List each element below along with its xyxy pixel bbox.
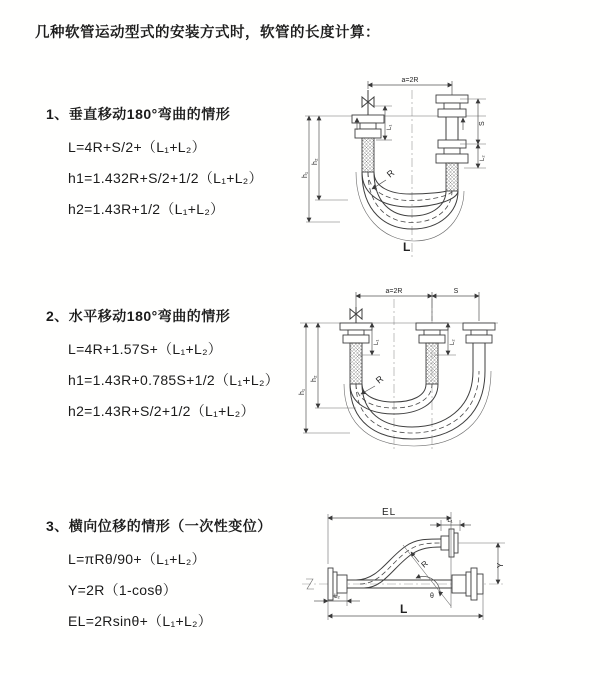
formula-3-L: L=πRθ/90+（L₁+L₂） — [68, 551, 206, 567]
angle-label-theta: θ — [430, 593, 434, 600]
formula-3-EL: EL=2Rsinθ+（L₁+L₂） — [68, 613, 213, 629]
formula-3-Y: Y=2R（1-cosθ） — [68, 582, 178, 598]
dim-el — [328, 507, 451, 564]
section-1-heading: 1、垂直移动180°弯曲的情形 — [46, 106, 231, 122]
left-flange — [340, 323, 372, 384]
dim-label-el: EL — [382, 507, 397, 518]
dim-label-h1: h₁ — [302, 171, 309, 178]
dim-L — [328, 594, 483, 620]
formula-1-L: L=4R+S/2+（L₁+L₂） — [68, 139, 206, 155]
right-flange — [463, 323, 495, 371]
dim-label-l1: L₁ — [447, 518, 453, 524]
dim-label-l2: L₂ — [480, 155, 486, 161]
formula-2-L: L=4R+1.57S+（L₁+L₂） — [68, 341, 223, 357]
diagram-2-svg — [298, 283, 593, 463]
hose-position-2 — [350, 371, 485, 439]
left-hose-braid — [350, 343, 362, 384]
dim-y — [496, 543, 505, 584]
angle-construction — [403, 512, 451, 608]
dim-label-h1: h₁ — [299, 388, 306, 395]
page-title: 几种软管运动型式的安装方式时，软管的长度计算： — [35, 25, 380, 41]
dim-label-L: L — [400, 602, 408, 616]
section-3-heading: 3、横向位移的情形（一次性变位） — [46, 518, 272, 534]
dim-label-a2r: a=2R — [401, 77, 419, 84]
dim-label-y: Y — [496, 562, 505, 568]
dim-label-h2: h₂ — [312, 158, 319, 165]
diagram-lateral-displacement — [300, 498, 600, 668]
diagram-horizontal-bend — [298, 283, 593, 468]
formula-2-h1: h1=1.43R+0.785S+1/2（L₁+L₂） — [68, 372, 279, 388]
dim-a2r — [368, 77, 452, 95]
right-flange-upper — [441, 529, 505, 557]
dim-label-s: S — [453, 288, 459, 295]
dim-label-r: R — [373, 373, 386, 386]
dim-label-r: R — [384, 167, 397, 180]
diagram-vertical-bend — [300, 60, 590, 270]
dim-label-h2: h₂ — [311, 375, 318, 382]
dim-label-r: R — [419, 558, 430, 570]
dim-a2r — [356, 288, 479, 321]
left-hose-braid — [362, 138, 374, 172]
dim-label-s: S — [479, 121, 486, 126]
formula-1-h2: h2=1.43R+1/2（L₁+L₂） — [68, 201, 225, 217]
section-3 — [46, 516, 306, 637]
hose-displaced-position — [356, 539, 441, 588]
dim-label-l2: L₂ — [450, 339, 456, 345]
dim-label-L: L — [403, 240, 411, 254]
dim-label-a2r: a=2R — [385, 288, 403, 295]
dim-l2 — [314, 592, 360, 606]
dim-label-l1: L₁ — [374, 339, 380, 345]
formula-1-h1: h1=1.432R+S/2+1/2（L₁+L₂） — [68, 170, 263, 186]
valve-icon — [350, 307, 362, 323]
diagram-3-svg — [300, 498, 600, 663]
valve-icon — [362, 90, 374, 115]
diagram-1-svg — [300, 60, 590, 265]
dim-h1-h2 — [302, 116, 348, 222]
section-2-heading: 2、水平移动180°弯曲的情形 — [46, 308, 231, 324]
section-2 — [46, 306, 306, 427]
right-flange — [436, 95, 468, 191]
middle-hose-braid — [426, 343, 438, 384]
dim-label-l1: L₁ — [387, 124, 393, 130]
right-hose-braid — [446, 163, 458, 191]
formula-2-h2: h2=1.43R+S/2+1/2（L₁+L₂） — [68, 403, 255, 419]
section-1 — [46, 104, 306, 225]
middle-flange — [416, 323, 448, 384]
dim-label-l2: L₂ — [334, 594, 340, 600]
radius-leader — [361, 373, 386, 394]
right-flange-lower — [452, 568, 483, 600]
